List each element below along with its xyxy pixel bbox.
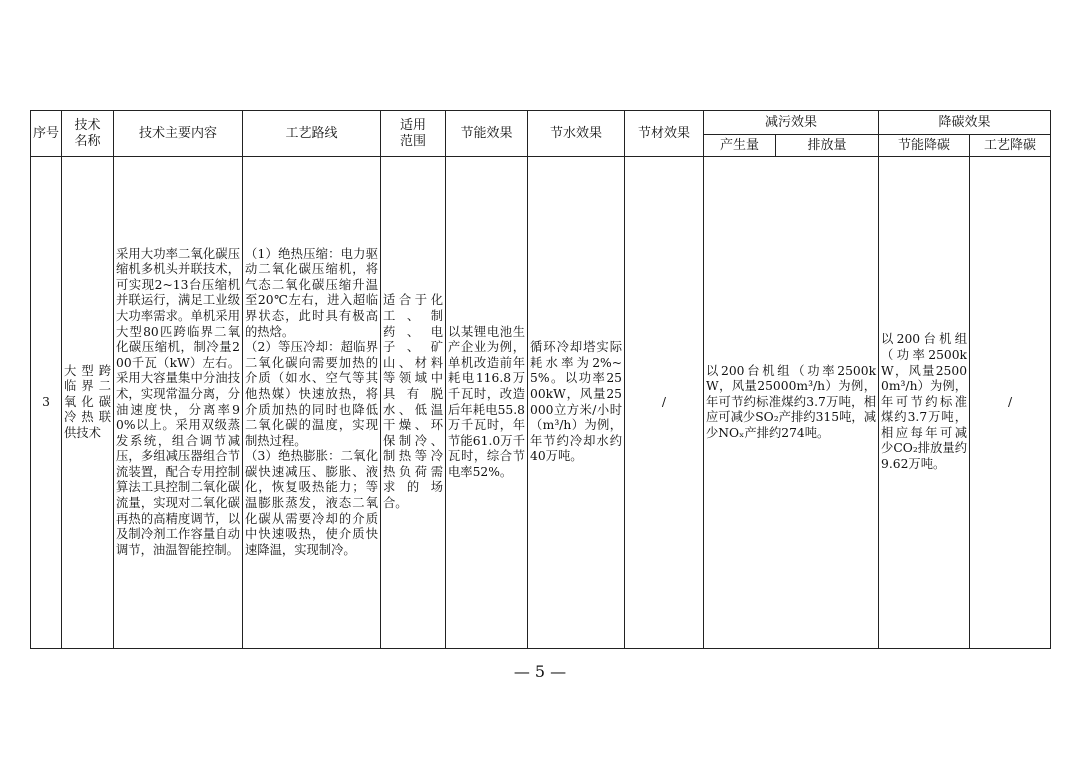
technology-table-container bbox=[30, 110, 1050, 649]
header-process-route: 工艺路线 bbox=[243, 111, 381, 157]
header-energy-effect: 节能效果 bbox=[446, 111, 528, 157]
header-carbon-process: 工艺降碳 bbox=[970, 135, 1051, 157]
page-number: — 5 — bbox=[513, 662, 567, 681]
row-process-route: （1）绝热压缩：电力驱动二氧化碳压缩机，将气态二氧化碳压缩升温至20℃左右，进入超临界状态，此时具有极高的热焓。 （2）等压冷却：超临界二氧化碳向需要加热的介质（如水、空气等其他热媒）快速放热，将介质加热的同时也降低二氧化碳的温度，实现制热过程。 （3）绝热膨胀：二氧化碳快速减压、膨胀、液化，恢复吸热能力；等温膨胀蒸发，液态二氧化碳从需要冷却的介质中快速吸热，使介质快速降温，实现制冷。 bbox=[243, 157, 381, 649]
row-scope: 适合于化工、制药、电子、矿山、材料等领域中具有脱水、低温干燥、环保制冷、制热等冷热负荷需求的场合。 bbox=[381, 157, 446, 649]
header-main-content: 技术主要内容 bbox=[114, 111, 243, 157]
row-main-content: 采用大功率二氧化碳压缩机多机头并联技术，可实现2~13台压缩机并联运行，满足工业级大功率需求。单机采用大型80匹跨临界二氧化碳压缩机，制冷量200千瓦（kW）左右。采用大容量集中分油技术，实现常温分离，分油速度快，分离率90%以上。采用双级蒸发系统，组合调节减压，多组减压器组合节流装置，配合专用控制算法工具控制二氧化碳流量，实现对二氧化碳再热的高精度调节，以及制冷剂工作容量自动调节，油温智能控制。 bbox=[114, 157, 243, 649]
header-tech-name: 技术 名称 bbox=[62, 111, 114, 157]
header-carbon-group: 降碳效果 bbox=[879, 111, 1051, 135]
header-scope: 适用 范围 bbox=[381, 111, 446, 157]
header-material-effect: 节材效果 bbox=[625, 111, 704, 157]
header-carbon-energy: 节能降碳 bbox=[879, 135, 970, 157]
header-pollution-produced: 产生量 bbox=[704, 135, 776, 157]
table-row bbox=[31, 157, 1051, 649]
row-carbon-energy: 以200台机组（功率2500kW，风量25000m³/h）为例，年可节约标准煤约3.7万吨，相应每年可减少CO₂排放量约9.62万吨。 bbox=[879, 157, 970, 649]
row-carbon-process: / bbox=[970, 157, 1051, 649]
header-index: 序号 bbox=[31, 111, 62, 157]
header-pollution-group: 减污效果 bbox=[704, 111, 879, 135]
row-material-effect: / bbox=[625, 157, 704, 649]
header-water-effect: 节水效果 bbox=[528, 111, 625, 157]
row-water-effect: 循环冷却塔实际耗水率为2%~5%。以功率2500kW，风量25000立方米/小时（m³/h）为例，年节约冷却水约40万吨。 bbox=[528, 157, 625, 649]
technology-table bbox=[30, 110, 1051, 649]
row-energy-effect: 以某锂电池生产企业为例，单机改造前年耗电116.8万千瓦时，改造后年耗电55.8万千瓦时，年节能61.0万千瓦时，综合节电率52%。 bbox=[446, 157, 528, 649]
header-pollution-emission: 排放量 bbox=[776, 135, 879, 157]
row-pollution-effect: 以200台机组（功率2500kW，风量25000m³/h）为例，年可节约标准煤约3.7万吨，相应可减少SO₂产排约315吨，减少NOₓ产排约274吨。 bbox=[704, 157, 879, 649]
row-index: 3 bbox=[31, 157, 62, 649]
row-tech-name: 大型跨临界二氧化碳冷热联供技术 bbox=[62, 157, 114, 649]
